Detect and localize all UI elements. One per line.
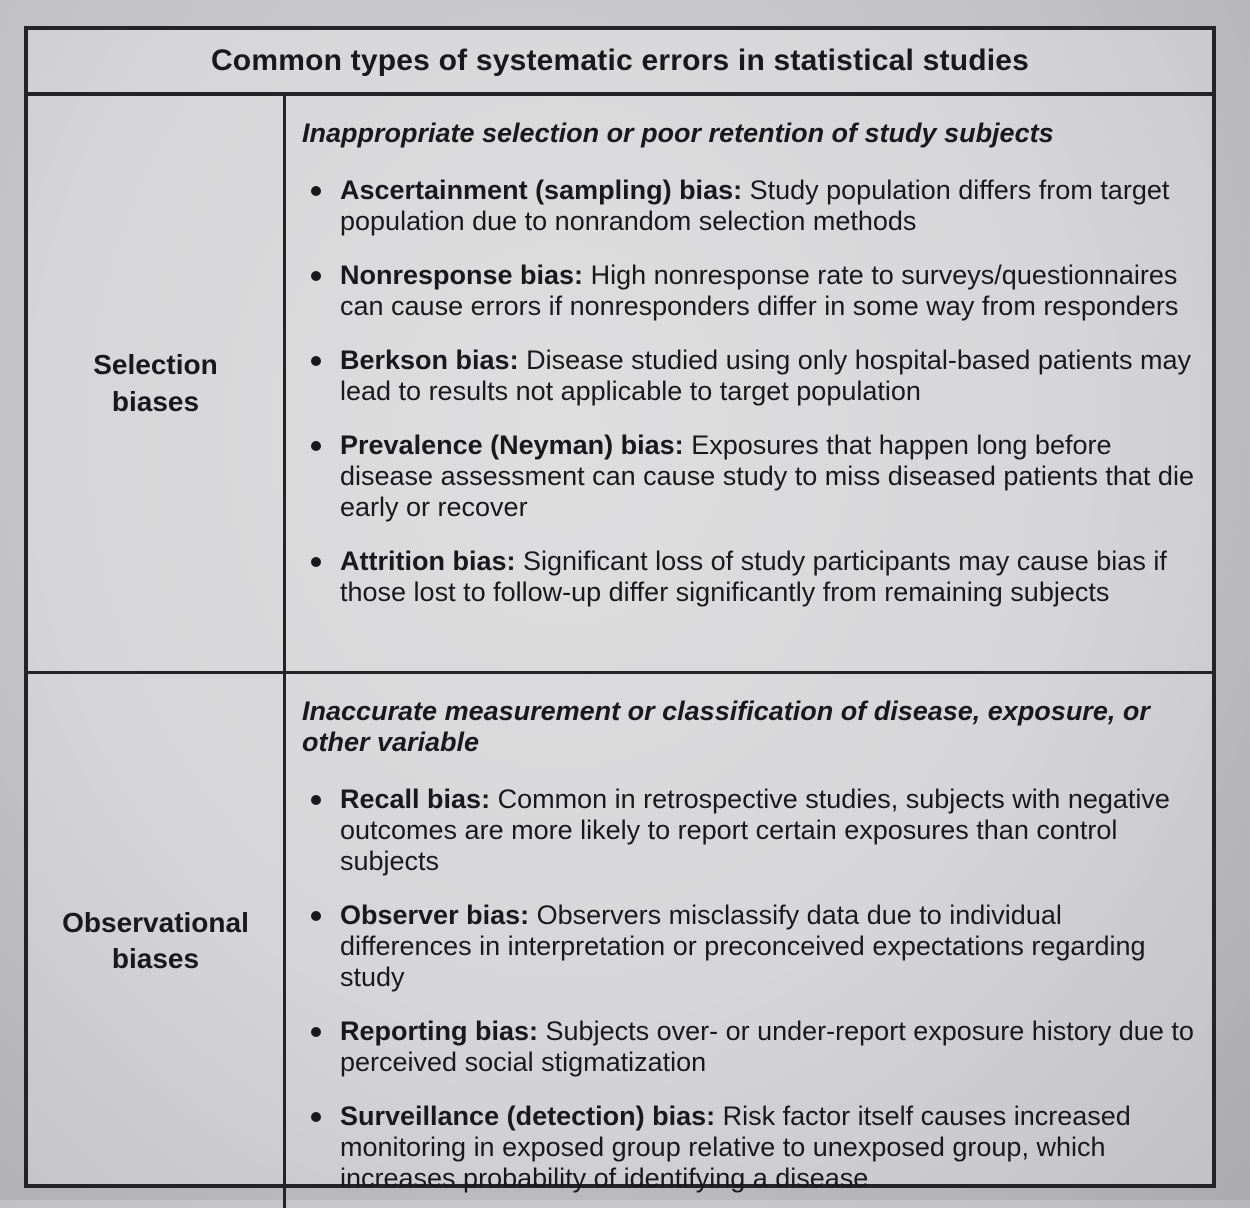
- bias-description: Disease studied using only hospital-based patients may lead to results not applicable to target population: [340, 345, 1191, 406]
- bullet-dot-icon: [311, 1027, 321, 1037]
- bullet-dot-icon: [311, 911, 321, 921]
- bias-description: High nonresponse rate to surveys/questionnaires can cause errors if nonresponders differ in some way from responders: [340, 260, 1179, 321]
- selection-section-heading: Inappropriate selection or poor retention of study subjects: [302, 118, 1054, 148]
- bullet-dot-icon: [311, 186, 321, 196]
- bullet-prevalence-neyman-bias: [302, 430, 1198, 523]
- table-body: [28, 96, 1212, 1208]
- bullet-dot-icon: [311, 557, 321, 567]
- bias-term: Surveillance (detection) bias:: [340, 1101, 716, 1131]
- bullet-reporting-bias: [302, 1016, 1198, 1078]
- bias-description: Significant loss of study participants may cause bias if those lost to follow-up differ significantly from remaining subjects: [340, 546, 1167, 607]
- row-label-observational-biases: [28, 674, 286, 1208]
- bullet-nonresponse-bias: [302, 260, 1198, 322]
- bullet-dot-icon: [311, 271, 321, 281]
- bias-description: Exposures that happen long before disease assessment can cause study to miss diseased patients that die early or recover: [340, 430, 1194, 522]
- selection-biases-content: [286, 96, 1212, 674]
- bias-description: Study population differs from target population due to nonrandom selection methods: [340, 175, 1170, 236]
- observational-section-heading: Inaccurate measurement or classification of disease, exposure, or other variable: [302, 696, 1150, 757]
- selection-bullet-list: [302, 175, 1198, 608]
- bias-term: Berkson bias:: [340, 345, 519, 375]
- observational-biases-label: Observational biases: [62, 906, 249, 974]
- bias-term: Prevalence (Neyman) bias:: [340, 430, 684, 460]
- bias-term: Reporting bias:: [340, 1016, 539, 1046]
- bullet-dot-icon: [311, 356, 321, 366]
- bullet-ascertainment-sampling-bias: [302, 175, 1198, 237]
- bias-description: Subjects over- or under-report exposure history due to perceived social stigmatization: [340, 1016, 1194, 1077]
- selection-biases-label: Selection biases: [93, 349, 218, 417]
- bias-term: Ascertainment (sampling) bias:: [340, 175, 743, 205]
- bias-description: Risk factor itself causes increased monitoring in exposed group relative to unexposed group, which increases probability of identifying a disease: [340, 1101, 1131, 1193]
- bullet-dot-icon: [311, 441, 321, 451]
- bullet-observer-bias: [302, 900, 1198, 993]
- bias-description: Common in retrospective studies, subjects with negative outcomes are more likely to report certain exposures than control subjects: [340, 784, 1170, 876]
- row-label-selection-biases: [28, 96, 286, 674]
- bullet-attrition-bias: [302, 546, 1198, 608]
- bullet-dot-icon: [311, 795, 321, 805]
- bullet-surveillance-detection-bias: [302, 1101, 1198, 1194]
- bias-term: Attrition bias:: [340, 546, 516, 576]
- bullet-dot-icon: [311, 1112, 321, 1122]
- bullet-recall-bias: [302, 784, 1198, 877]
- bias-term: Recall bias:: [340, 784, 491, 814]
- bias-term: Nonresponse bias:: [340, 260, 584, 290]
- table-title: Common types of systematic errors in statistical studies: [28, 30, 1212, 96]
- systematic-errors-table: [24, 26, 1216, 1193]
- bullet-berkson-bias: [302, 345, 1198, 407]
- bias-description: Observers misclassify data due to individual differences in interpretation or preconceived expectations regarding study: [340, 900, 1146, 992]
- bias-term: Observer bias:: [340, 900, 530, 930]
- observational-bullet-list: [302, 784, 1198, 1194]
- observational-biases-content: [286, 674, 1212, 1208]
